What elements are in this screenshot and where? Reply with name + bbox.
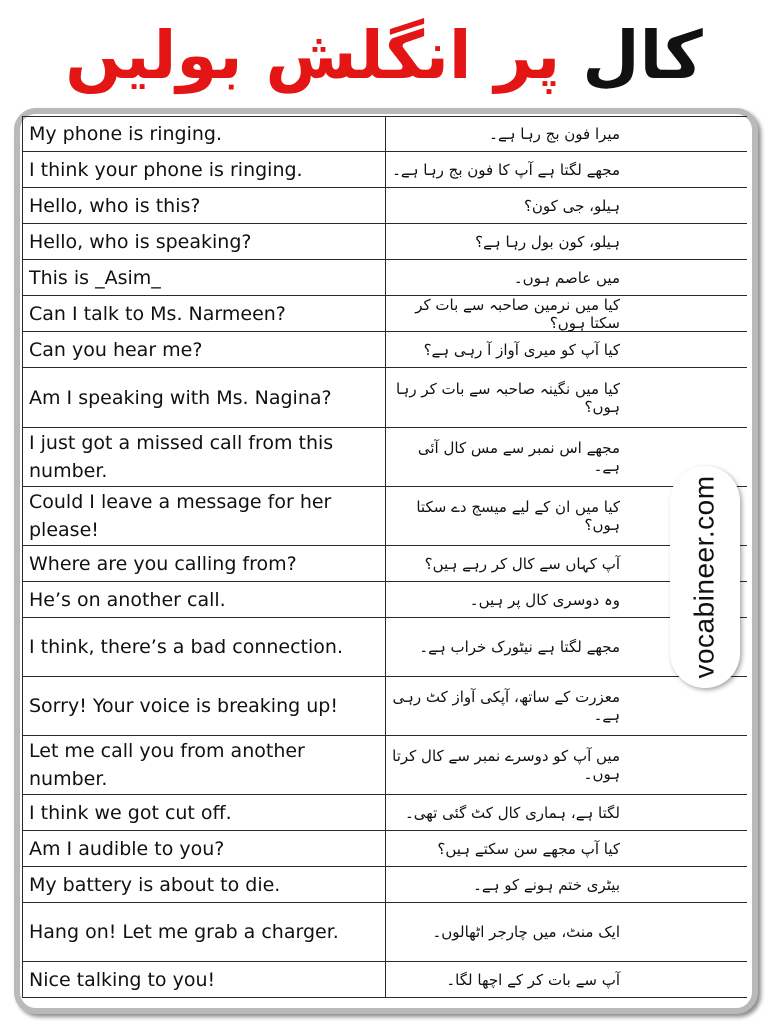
english-phrase: This is _Asim_ xyxy=(22,260,386,295)
table-row xyxy=(22,736,747,795)
english-phrase: Hello, who is speaking? xyxy=(22,224,386,259)
table-row xyxy=(22,582,747,618)
urdu-translation xyxy=(386,962,746,997)
urdu-translation xyxy=(386,188,746,223)
urdu-translation-text: معزرت کے ساتھ، آپکی آواز کٹ رہی ہے۔ xyxy=(392,688,620,724)
urdu-translation-text: کیا میں ان کے لیے میسج دے سکتا ہوں؟ xyxy=(416,498,620,534)
urdu-translation-text: میں عاصم ہوں۔ xyxy=(513,268,620,287)
english-phrase: My battery is about to die. xyxy=(22,867,386,902)
urdu-translation-text: کیا آپ کو میری آواز آ رہی ہے؟ xyxy=(423,340,620,359)
english-phrase: I think we got cut off. xyxy=(22,795,386,830)
english-phrase: Could I leave a message for her please! xyxy=(22,487,386,545)
table-row xyxy=(22,831,747,867)
english-phrase: Can you hear me? xyxy=(22,332,386,367)
english-phrase: I think your phone is ringing. xyxy=(22,152,386,187)
phrase-table xyxy=(22,116,747,998)
english-phrase: Am I audible to you? xyxy=(22,831,386,866)
table-row xyxy=(22,152,747,188)
urdu-translation-text: آپ سے بات کر کے اچھا لگا۔ xyxy=(446,970,620,989)
urdu-translation xyxy=(386,368,746,427)
english-phrase: He’s on another call. xyxy=(22,582,386,617)
urdu-translation xyxy=(386,224,746,259)
table-row xyxy=(22,368,747,428)
english-phrase: Hello, who is this? xyxy=(22,188,386,223)
urdu-translation-text: لگتا ہے، ہماری کال کٹ گئی تھی۔ xyxy=(404,803,620,822)
title-part-speak-english: پر انگلش بولیں xyxy=(65,17,561,94)
urdu-translation xyxy=(386,117,746,151)
table-row xyxy=(22,962,747,998)
urdu-translation xyxy=(386,795,746,830)
english-phrase: Nice talking to you! xyxy=(22,962,386,997)
urdu-translation xyxy=(386,296,746,331)
table-row xyxy=(22,903,747,962)
urdu-translation-text: کیا میں نرمین صاحبہ سے بات کر سکتا ہوں؟ xyxy=(415,295,620,332)
urdu-translation-text: میرا فون بج رہا ہے۔ xyxy=(489,125,620,143)
urdu-translation xyxy=(386,867,746,902)
table-row xyxy=(22,116,747,152)
english-phrase: Hang on! Let me grab a charger. xyxy=(22,903,386,961)
urdu-translation-text: ہیلو، کون بول رہا ہے؟ xyxy=(475,232,620,251)
urdu-translation-text: مجھے لگتا ہے آپ کا فون بج رہا ہے۔ xyxy=(392,160,620,179)
table-row xyxy=(22,618,747,677)
english-phrase: Where are you calling from? xyxy=(22,546,386,581)
table-row xyxy=(22,867,747,903)
urdu-translation-text: وہ دوسری کال پر ہیں۔ xyxy=(469,590,620,609)
urdu-translation xyxy=(386,152,746,187)
english-phrase: Let me call you from another number. xyxy=(22,736,386,794)
urdu-translation-text: میں آپ کو دوسرے نمبر سے کال کرتا ہوں۔ xyxy=(392,747,620,783)
urdu-translation xyxy=(386,831,746,866)
page-title xyxy=(0,6,768,106)
english-phrase: I just got a missed call from this number. xyxy=(22,428,386,486)
urdu-translation-text: مجھے لگتا ہے نیٹورک خراب ہے۔ xyxy=(419,638,620,656)
urdu-translation xyxy=(386,736,746,794)
urdu-translation-text: کیا میں نگینہ صاحبہ سے بات کر رہا ہوں؟ xyxy=(395,379,620,416)
urdu-translation xyxy=(386,260,746,295)
urdu-translation-text: کیا آپ مجھے سن سکتے ہیں؟ xyxy=(437,839,620,858)
watermark-text: vocabineer.com xyxy=(689,475,721,679)
urdu-translation-text: ایک منٹ، میں چارجر اٹھالوں۔ xyxy=(432,923,620,941)
english-phrase: I think, there’s a bad connection. xyxy=(22,618,386,676)
urdu-translation xyxy=(386,332,746,367)
table-row xyxy=(22,428,747,487)
urdu-translation-text: بیٹری ختم ہونے کو ہے۔ xyxy=(473,875,620,894)
table-row xyxy=(22,188,747,224)
urdu-translation-text: مجھے اس نمبر سے مس کال آئی ہے۔ xyxy=(417,439,620,475)
title-part-call: کال xyxy=(582,17,703,94)
table-row xyxy=(22,677,747,736)
table-row xyxy=(22,487,747,546)
english-phrase: My phone is ringing. xyxy=(22,117,386,151)
english-phrase: Can I talk to Ms. Narmeen? xyxy=(22,296,386,331)
english-phrase: Am I speaking with Ms. Nagina? xyxy=(22,368,386,427)
table-row xyxy=(22,795,747,831)
table-row xyxy=(22,546,747,582)
english-phrase: Sorry! Your voice is breaking up! xyxy=(22,677,386,735)
watermark-badge xyxy=(670,466,740,688)
urdu-translation xyxy=(386,903,746,961)
table-row xyxy=(22,332,747,368)
urdu-translation-text: ہیلو، جی کون؟ xyxy=(523,196,620,215)
table-row xyxy=(22,260,747,296)
urdu-translation-text: آپ کہاں سے کال کر رہے ہیں؟ xyxy=(424,554,620,573)
table-row xyxy=(22,224,747,260)
table-row xyxy=(22,296,747,332)
